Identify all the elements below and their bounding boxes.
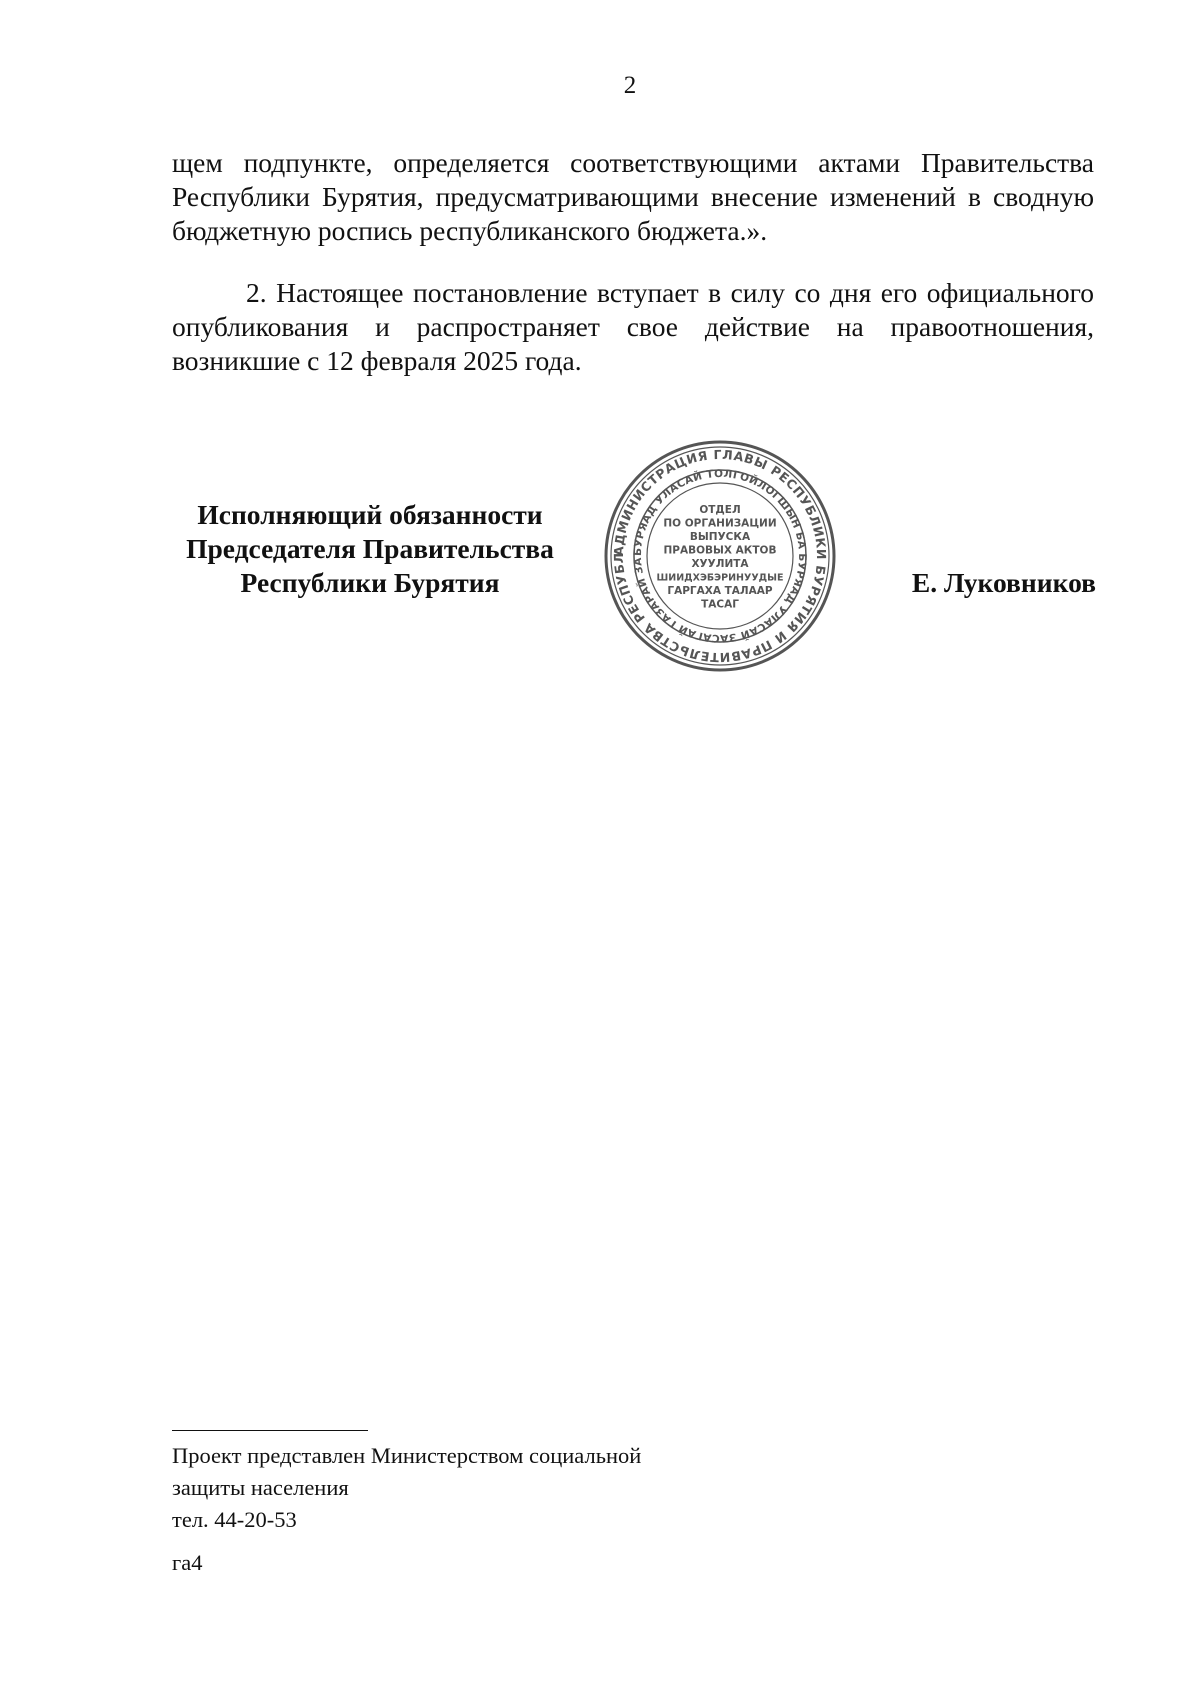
stamp-center-line: ШИИДХЭБЭРИНУУДЫЕ (656, 572, 784, 584)
stamp-center-line: ПО ОРГАНИЗАЦИИ (663, 517, 777, 530)
stamp-center-line: ВЫПУСКА (689, 530, 751, 543)
footnote-line-2: защиты населения (172, 1475, 349, 1500)
body-paragraph-2: 2. Настоящее постановление вступает в силу со дня его официального опубликования и распространяет свое действие на правоотношения, возникшие с 12 февраля 2025 года. (172, 277, 1094, 376)
signer-title (160, 498, 580, 600)
stamp-center-line: ОТДЕЛ (699, 503, 741, 516)
stamp-center-line: ТАСАГ (701, 598, 739, 611)
footnote-line-3: тел. 44-20-53 (172, 1507, 297, 1532)
svg-text:АДМИНИСТРАЦИЯ ГЛАВЫ РЕСПУБЛИКИ: АДМИНИСТРАЦИЯ ГЛАВЫ РЕСПУБЛИКИ БУРЯТИЯ И ПРАВИТЕЛЬСТВА РЕСПУБЛ (610, 446, 830, 666)
official-stamp (602, 438, 838, 674)
signer-name: Е. Луковников (911, 567, 1096, 598)
footnote-divider (172, 1430, 368, 1431)
signer-title-line-3: Республики Бурятия (240, 567, 500, 598)
stamp-center-line: ГАРГАХА ТАЛААР (667, 584, 773, 597)
footnote-line-1: Проект представлен Министерством социальной (172, 1443, 642, 1468)
svg-text:БУРЯАД УЛАСАЙ ТОЛГОЙЛОГШЫН БА: БУРЯАД УЛАСАЙ ТОЛГОЙЛОГШЫН БА БУРЯАД УЛАСАЙ ЗАСАГАЙ ГАЗАРАЙ ЗА (631, 467, 809, 645)
stamp-center-line: ХУУЛИТА (691, 557, 749, 570)
body-paragraph-1: щем подпункте, определяется соответствующими актами Правительства Республики Бурятия, предусматривающими внесение изменений в сводную бюджетную роспись республиканского бюджета.». (172, 147, 1094, 246)
signer-title-line-1: Исполняющий обязанности (197, 499, 543, 530)
stamp-seal-graphic (602, 438, 838, 674)
stamp-center-line: ПРАВОВЫХ АКТОВ (663, 544, 777, 557)
signer-title-line-2: Председателя Правительства (186, 533, 554, 564)
page-number: 2 (623, 72, 637, 99)
footnote (172, 1440, 872, 1536)
document-code: га4 (172, 1550, 203, 1575)
